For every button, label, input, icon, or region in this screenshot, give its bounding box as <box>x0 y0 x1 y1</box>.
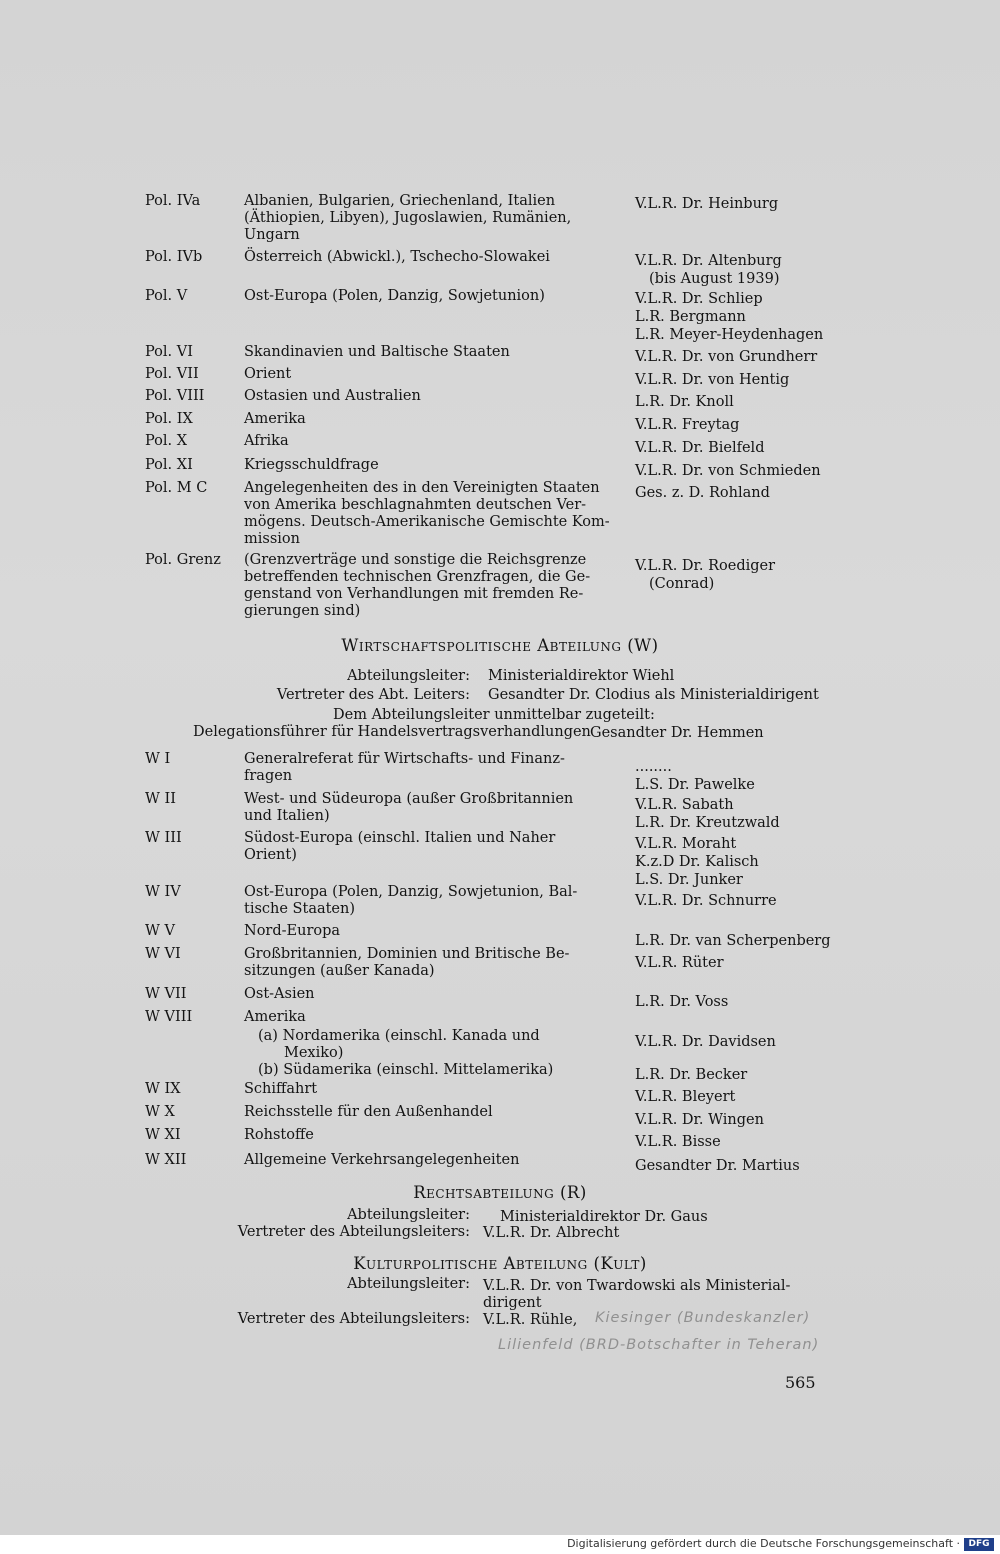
w-row-official-line: Gesandter Dr. Martius <box>635 1158 800 1174</box>
pol-row-description-line: Amerika <box>244 411 306 427</box>
w-row-description-line: Nord-Europa <box>244 923 341 939</box>
w-row-description-line: Orient) <box>244 847 297 863</box>
w-row-description <box>244 884 584 918</box>
pol-row-code: Pol. VII <box>145 366 199 382</box>
dfg-logo-icon: DFG <box>964 1538 994 1551</box>
pol-row-official <box>635 484 965 502</box>
w-row-official-line: V.L.R. Dr. Schnurre <box>635 893 777 909</box>
pol-row-code: Pol. VI <box>145 344 193 360</box>
w-row-official <box>635 1033 965 1051</box>
pol-row-official-line: (Conrad) <box>649 576 715 592</box>
w-row-official <box>635 993 965 1011</box>
w-row-description <box>244 1127 584 1144</box>
pol-row-official <box>635 252 965 288</box>
w-row-description <box>258 1028 598 1062</box>
w-row-code: W II <box>145 791 176 807</box>
w-row-description-line: Großbritannien, Dominien und Britische Be- <box>244 946 570 962</box>
pol-row-description <box>244 433 584 450</box>
w-row-code: W XII <box>145 1152 187 1168</box>
handwritten-note-2: Lilienfeld (BRD-Botschafter in Teheran) <box>498 1337 820 1353</box>
pol-row-description <box>244 288 584 305</box>
w-row-description <box>244 1009 584 1026</box>
w-row-description-line: tische Staaten) <box>244 901 356 917</box>
pol-row-description-line: Afrika <box>244 433 289 449</box>
w-row-official <box>635 954 965 972</box>
pol-row-official-line: V.L.R. Dr. Bielfeld <box>635 440 765 456</box>
pol-row-description-line: (Grenzverträge und sonstige die Reichsgrenze <box>244 552 587 568</box>
pol-row-description <box>244 552 591 620</box>
pol-row-official-line: L.R. Bergmann <box>635 309 746 325</box>
w-row-description-line: Rohstoffe <box>244 1127 314 1143</box>
pol-row-code: Pol. M C <box>145 480 208 496</box>
w-vertreter-label: Vertreter des Abt. Leiters: <box>276 687 470 703</box>
w-row-description <box>244 1081 584 1098</box>
w-row-official-line: L.R. Dr. van Scherpenberg <box>635 933 831 949</box>
w-row-official-line: V.L.R. Bisse <box>635 1134 721 1150</box>
w-row-description <box>244 986 584 1003</box>
handwritten-note-1: Kiesinger (Bundeskanzler) <box>595 1310 811 1326</box>
w-row-official <box>635 1133 965 1151</box>
r-vertreter-value: V.L.R. Dr. Albrecht <box>483 1225 620 1241</box>
pol-row-description-line: Kriegsschuldfrage <box>244 457 379 473</box>
k-section-title: Kulturpolitische Abteilung (Kult) <box>353 1254 647 1273</box>
w-row-official <box>635 758 965 794</box>
w-row-description-line: Schiffahrt <box>244 1081 318 1097</box>
w-row-code: W X <box>145 1104 175 1120</box>
w-row-description <box>244 791 584 825</box>
pol-row-code: Pol. X <box>145 433 188 449</box>
pol-row-official-line: Ges. z. D. Rohland <box>635 485 770 501</box>
w-zugeteilt: Dem Abteilungsleiter unmittelbar zugeteilt: <box>333 707 655 723</box>
w-row-official <box>635 1066 965 1084</box>
w-row-code: W III <box>145 830 182 846</box>
pol-row-official-line: V.L.R. Dr. von Grundherr <box>635 349 818 365</box>
pol-row-code: Pol. IVa <box>145 193 201 209</box>
pol-row-description <box>244 366 584 383</box>
w-row-official-line: V.L.R. Dr. Davidsen <box>635 1034 776 1050</box>
pol-row-official-line: V.L.R. Dr. von Hentig <box>635 372 790 388</box>
pol-row-description-line: Albanien, Bulgarien, Griechenland, Italien <box>244 193 556 209</box>
footer-text: Digitalisierung gefördert durch die Deutsche Forschungsgemeinschaft · <box>567 1537 960 1550</box>
pol-row-official <box>635 462 965 480</box>
pol-row-description <box>244 193 584 244</box>
w-row-official <box>635 1088 965 1106</box>
w-row-description-line: Südost-Europa (einschl. Italien und Naher <box>244 830 556 846</box>
r-section-title: Rechtsabteilung (R) <box>413 1183 587 1202</box>
footer-bar <box>0 1535 1000 1554</box>
w-row-description-line: fragen <box>244 768 293 784</box>
pol-row-description <box>244 411 584 428</box>
w-row-description-line: und Italien) <box>244 808 330 824</box>
pol-row-description <box>244 388 584 405</box>
w-row-description-line: Ost-Asien <box>244 986 315 1002</box>
w-row-code: W IX <box>145 1081 181 1097</box>
w-row-official-line: V.L.R. Moraht <box>635 836 737 852</box>
pol-row-description <box>244 344 584 361</box>
pol-row-official <box>635 416 965 434</box>
w-row-code: W IV <box>145 884 181 900</box>
r-vertreter-label: Vertreter des Abteilungsleiters: <box>237 1224 470 1240</box>
w-row-code: W V <box>145 923 175 939</box>
k-leiter-value-1: V.L.R. Dr. von Twardowski als Ministerial- <box>483 1278 791 1294</box>
w-row-official-line: V.L.R. Bleyert <box>635 1089 736 1105</box>
r-leiter-value: Ministerialdirektor Dr. Gaus <box>500 1209 708 1225</box>
pol-row-official <box>635 393 965 411</box>
w-row-description-line: Ost-Europa (Polen, Danzig, Sowjetunion, Bal- <box>244 884 578 900</box>
pol-row-code: Pol. VIII <box>145 388 205 404</box>
pol-row-description-line: Angelegenheiten des in den Vereinigten Staaten <box>244 480 600 496</box>
pol-row-official-line: V.L.R. Dr. Schliep <box>635 291 763 307</box>
pol-row-code: Pol. IVb <box>145 249 203 265</box>
pol-row-official-line: V.L.R. Dr. Roediger <box>635 558 776 574</box>
w-row-official <box>635 1111 965 1129</box>
pol-row-official-line: V.L.R. Dr. Heinburg <box>635 196 779 212</box>
w-vertreter-value: Gesandter Dr. Clodius als Ministerialdirigent <box>488 687 819 703</box>
w-row-code: W VII <box>145 986 187 1002</box>
w-row-official <box>635 835 965 889</box>
w-row-description-line: Allgemeine Verkehrsangelegenheiten <box>244 1152 520 1168</box>
pol-row-official-line: V.L.R. Freytag <box>635 417 740 433</box>
pol-row-official <box>635 195 965 213</box>
w-row-description <box>244 946 584 980</box>
w-section-title: Wirtschaftspolitische Abteilung (W) <box>341 636 659 655</box>
pol-row-description-line: von Amerika beschlagnahmten deutschen Ver- <box>244 497 587 513</box>
pol-row-description <box>244 457 584 474</box>
pol-row-description-line: Orient <box>244 366 292 382</box>
w-row-official <box>635 932 965 950</box>
w-row-description-line: (a) Nordamerika (einschl. Kanada und <box>258 1028 540 1044</box>
w-leiter-label: Abteilungsleiter: <box>347 668 470 684</box>
pol-row-official <box>635 557 965 593</box>
w-row-official <box>635 892 965 910</box>
pol-row-official-line: L.R. Dr. Knoll <box>635 394 734 410</box>
pol-row-description-line: betreffenden technischen Grenzfragen, die Ge- <box>244 569 591 585</box>
pol-row-official <box>635 348 965 366</box>
w-leiter-value: Ministerialdirektor Wiehl <box>488 668 675 684</box>
pol-row-official <box>635 371 965 389</box>
w-row-official-line: V.L.R. Sabath <box>635 797 734 813</box>
pol-row-description-line: genstand von Verhandlungen mit fremden Re- <box>244 586 584 602</box>
w-row-official-line: L.S. Dr. Pawelke <box>635 777 755 793</box>
pol-row-description-line: Ungarn <box>244 227 300 243</box>
w-row-description-line: sitzungen (außer Kanada) <box>244 963 435 979</box>
w-row-official-line: K.z.D Dr. Kalisch <box>635 854 759 870</box>
pol-row-code: Pol. V <box>145 288 188 304</box>
r-leiter-label: Abteilungsleiter: <box>347 1207 470 1223</box>
w-row-description-line: Mexiko) <box>284 1045 344 1061</box>
pol-row-description-line: Österreich (Abwickl.), Tschecho-Slowakei <box>244 249 550 265</box>
w-row-official-line: V.L.R. Rüter <box>635 955 724 971</box>
w-row-description-line: (b) Südamerika (einschl. Mittelamerika) <box>258 1062 554 1078</box>
pol-row-description-line: (Äthiopien, Libyen), Jugoslawien, Rumänien, <box>244 210 572 226</box>
pol-row-description-line: gierungen sind) <box>244 603 361 619</box>
w-row-official-line: ........ <box>635 759 672 775</box>
w-row-code: W VIII <box>145 1009 193 1025</box>
pol-row-description-line: mögens. Deutsch-Amerikanische Gemischte Kom- <box>244 514 610 530</box>
w-row-description <box>244 923 584 940</box>
w-row-official <box>635 1157 965 1175</box>
pol-row-description <box>244 249 584 266</box>
page-number: 565 <box>785 1373 816 1392</box>
k-vertreter-label: Vertreter des Abteilungsleiters: <box>237 1311 470 1327</box>
w-row-code: W I <box>145 751 171 767</box>
pol-row-official-line: V.L.R. Dr. von Schmieden <box>635 463 821 479</box>
w-row-code: W XI <box>145 1127 181 1143</box>
k-leiter-value-2: dirigent <box>483 1295 542 1311</box>
w-row-description-line: Amerika <box>244 1009 306 1025</box>
w-row-description <box>244 751 584 785</box>
w-row-official-line: L.R. Dr. Kreutzwald <box>635 815 780 831</box>
pol-row-code: Pol. Grenz <box>145 552 221 568</box>
w-row-description <box>244 830 584 864</box>
w-row-code: W VI <box>145 946 181 962</box>
w-row-official-line: L.R. Dr. Voss <box>635 994 729 1010</box>
w-row-description <box>258 1062 598 1079</box>
k-leiter-label: Abteilungsleiter: <box>347 1276 470 1292</box>
w-row-official-line: L.R. Dr. Becker <box>635 1067 748 1083</box>
w-row-description-line: Generalreferat für Wirtschafts- und Finanz- <box>244 751 565 767</box>
w-row-official-line: L.S. Dr. Junker <box>635 872 743 888</box>
w-row-description-line: West- und Südeuropa (außer Großbritannien <box>244 791 574 807</box>
w-delegation-value: Gesandter Dr. Hemmen <box>590 725 764 741</box>
pol-row-description-line: Skandinavien und Baltische Staaten <box>244 344 510 360</box>
w-row-official <box>635 796 965 832</box>
pol-row-description <box>244 480 610 548</box>
pol-row-official-line: (bis August 1939) <box>649 271 780 287</box>
pol-row-code: Pol. XI <box>145 457 193 473</box>
pol-row-official <box>635 290 965 344</box>
w-row-official-line: V.L.R. Dr. Wingen <box>635 1112 764 1128</box>
w-row-description <box>244 1104 584 1121</box>
pol-row-description-line: Ostasien und Australien <box>244 388 421 404</box>
k-vertreter-value: V.L.R. Rühle, <box>483 1312 578 1328</box>
w-row-description <box>244 1152 584 1169</box>
pol-row-description-line: Ost-Europa (Polen, Danzig, Sowjetunion) <box>244 288 545 304</box>
pol-row-official-line: V.L.R. Dr. Altenburg <box>635 253 782 269</box>
w-row-description-line: Reichsstelle für den Außenhandel <box>244 1104 493 1120</box>
pol-row-code: Pol. IX <box>145 411 193 427</box>
pol-row-official-line: L.R. Meyer-Heydenhagen <box>635 327 824 343</box>
pol-row-description-line: mission <box>244 531 300 547</box>
pol-row-official <box>635 439 965 457</box>
w-delegation-label: Delegationsführer für Handelsvertragsverhandlungen <box>193 724 591 740</box>
